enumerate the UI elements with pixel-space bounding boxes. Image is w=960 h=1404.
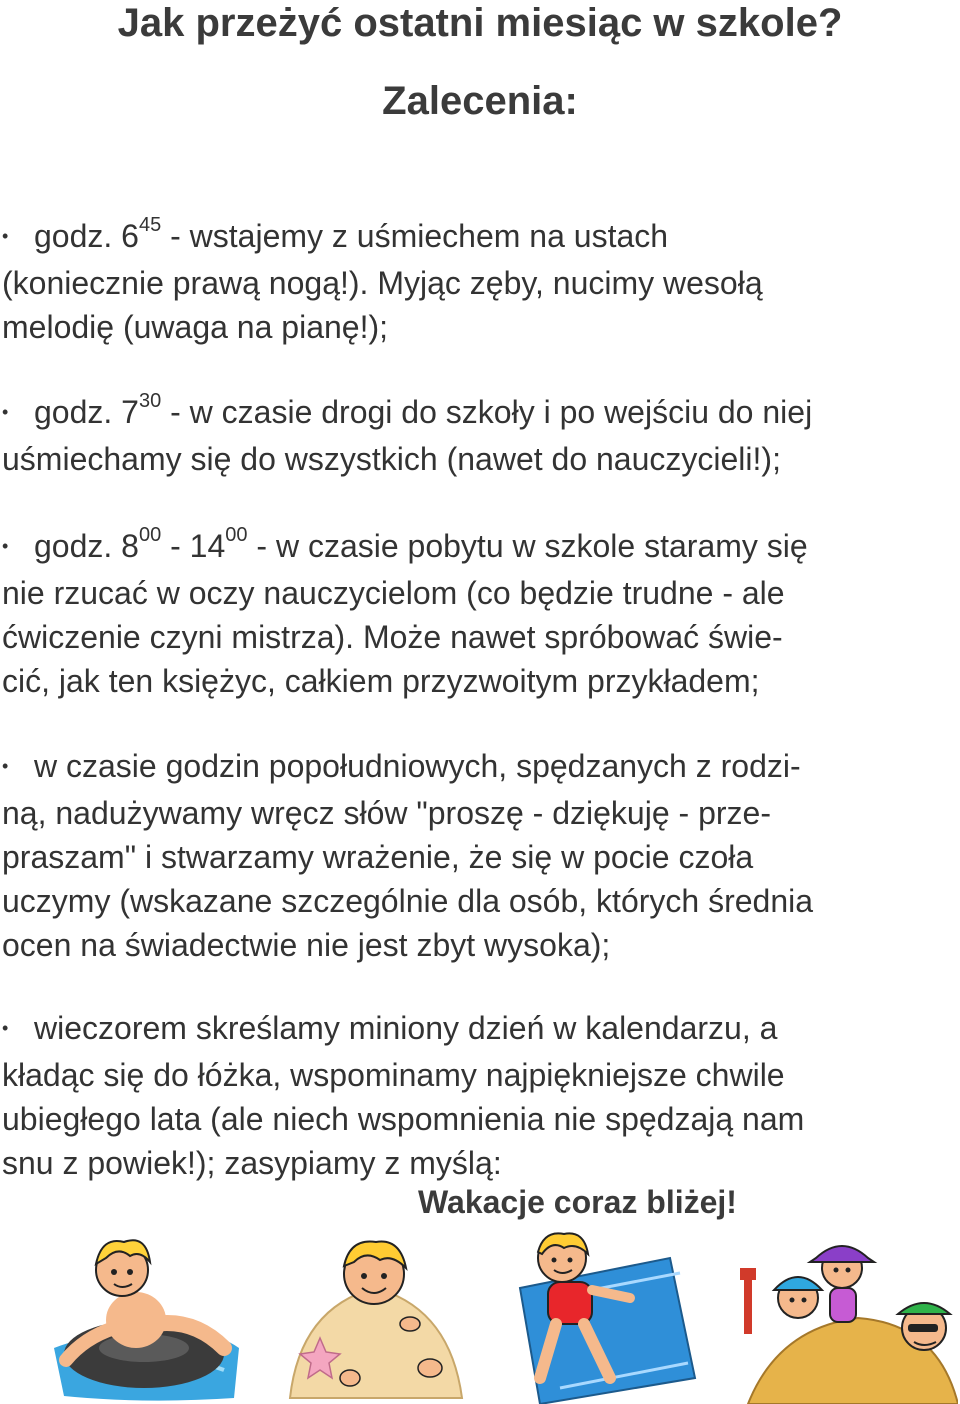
list-item: [2, 744, 958, 967]
time-minutes: 00: [225, 524, 248, 547]
item-text: ną, nadużywamy wręcz słów "proszę - dziękuję - prze-: [2, 794, 771, 831]
illustrations-strip: [0, 1228, 960, 1404]
time-minutes: 00: [138, 524, 162, 547]
bullet-icon: •: [2, 401, 9, 422]
item-text: praszam" i stwarzamy wrażenie, że się w pocie czoła: [2, 838, 754, 875]
kids-on-sand-mound-illustration: [738, 1228, 958, 1404]
list-item: [2, 390, 958, 481]
item-time: godz. 6: [34, 218, 139, 254]
bullet-icon: •: [2, 1017, 9, 1038]
item-text: uśmiechamy się do wszystkich (nawet do nauczycieli!);: [2, 440, 781, 477]
item-text: (koniecznie prawą nogą!). Myjąc zęby, nucimy wesołą: [2, 264, 763, 301]
list-item: [2, 214, 958, 349]
kid-swim-ring-illustration: [44, 1228, 244, 1404]
time-minutes: 45: [138, 214, 162, 237]
item-text: ocen na świadectwie nie jest zbyt wysoka);: [2, 926, 611, 963]
item-text: - w czasie pobytu w szkole staramy się: [247, 528, 808, 564]
item-text: melodię (uwaga na pianę!);: [2, 308, 389, 345]
time-minutes: 30: [138, 390, 162, 413]
girl-on-towel-illustration: [500, 1228, 700, 1404]
bullet-icon: •: [2, 535, 9, 556]
item-time: - 14: [161, 528, 226, 564]
page-subtitle: Zalecenia:: [382, 79, 578, 123]
item-text: kładąc się do łóżka, wspominamy najpiękniejsze chwile: [2, 1056, 785, 1093]
item-text: ubiegłego lata (ale niech wspomnienia nie spędzają nam: [2, 1100, 805, 1137]
kid-in-sand-illustration: [280, 1228, 470, 1404]
item-text: - w czasie drogi do szkoły i po wejściu do niej: [161, 394, 813, 430]
item-text: - wstajemy z uśmiechem na ustach: [161, 218, 669, 254]
list-item: [2, 1006, 958, 1185]
item-time: godz. 8: [34, 528, 139, 564]
item-text: w czasie godzin popołudniowych, spędzanych z rodzi-: [34, 748, 801, 784]
item-text: cić, jak ten księżyc, całkiem przyzwoitym przykładem;: [2, 662, 760, 699]
item-time: godz. 7: [34, 394, 139, 430]
item-text: nie rzucać w oczy nauczycielom (co będzie trudne - ale: [2, 574, 785, 611]
item-text: ćwiczenie czyni mistrza). Może nawet spróbować świe-: [2, 618, 783, 655]
closing-text: Wakacje coraz bliżej!: [418, 1184, 737, 1220]
list-item: [2, 524, 958, 703]
bullet-icon: •: [2, 755, 9, 776]
page-title: Jak przeżyć ostatni miesiąc w szkole?: [117, 1, 843, 45]
item-text: snu z powiek!); zasypiamy z myślą:: [2, 1144, 502, 1181]
item-text: wieczorem skreślamy miniony dzień w kalendarzu, a: [34, 1010, 778, 1046]
item-text: uczymy (wskazane szczególnie dla osób, których średnia: [2, 882, 814, 919]
bullet-icon: •: [2, 225, 9, 246]
